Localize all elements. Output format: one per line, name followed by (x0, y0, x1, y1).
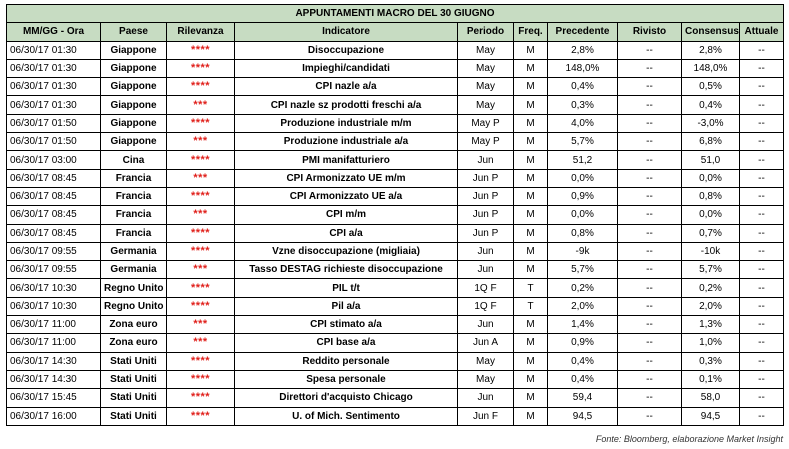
cell-relevance: **** (167, 41, 235, 59)
cell-revised: -- (618, 59, 682, 77)
cell-date: 06/30/17 16:00 (7, 407, 101, 425)
cell-indicator: CPI m/m (235, 206, 458, 224)
cell-relevance: **** (167, 242, 235, 260)
column-header-col-country: Paese (101, 23, 167, 41)
cell-revised: -- (618, 78, 682, 96)
table-title-row (7, 5, 784, 23)
cell-freq: M (514, 389, 548, 407)
cell-date: 06/30/17 08:45 (7, 169, 101, 187)
cell-consensus: 0,4% (682, 96, 740, 114)
table-body (7, 41, 784, 425)
cell-revised: -- (618, 169, 682, 187)
cell-period: Jun (458, 389, 514, 407)
cell-period: Jun (458, 242, 514, 260)
cell-date: 06/30/17 08:45 (7, 224, 101, 242)
cell-relevance: **** (167, 279, 235, 297)
cell-consensus: 0,0% (682, 206, 740, 224)
cell-previous: 2,8% (548, 41, 618, 59)
cell-period: Jun (458, 261, 514, 279)
cell-country: Francia (101, 224, 167, 242)
cell-freq: M (514, 334, 548, 352)
cell-date: 06/30/17 01:30 (7, 59, 101, 77)
cell-date: 06/30/17 10:30 (7, 279, 101, 297)
cell-country: Stati Uniti (101, 370, 167, 388)
cell-freq: M (514, 78, 548, 96)
column-header-col-previous: Precedente (548, 23, 618, 41)
cell-actual: -- (740, 96, 784, 114)
cell-relevance: *** (167, 169, 235, 187)
cell-relevance: **** (167, 78, 235, 96)
cell-consensus: 2,0% (682, 297, 740, 315)
cell-previous: 148,0% (548, 59, 618, 77)
cell-date: 06/30/17 09:55 (7, 261, 101, 279)
cell-consensus: -10k (682, 242, 740, 260)
cell-period: Jun P (458, 169, 514, 187)
cell-country: Cina (101, 151, 167, 169)
cell-consensus: 1,0% (682, 334, 740, 352)
cell-date: 06/30/17 01:30 (7, 41, 101, 59)
cell-revised: -- (618, 242, 682, 260)
cell-actual: -- (740, 242, 784, 260)
cell-freq: M (514, 407, 548, 425)
cell-indicator: CPI a/a (235, 224, 458, 242)
cell-period: May (458, 96, 514, 114)
cell-period: 1Q F (458, 297, 514, 315)
cell-date: 06/30/17 11:00 (7, 316, 101, 334)
cell-date: 06/30/17 14:30 (7, 352, 101, 370)
cell-actual: -- (740, 352, 784, 370)
cell-date: 06/30/17 01:30 (7, 96, 101, 114)
cell-relevance: *** (167, 133, 235, 151)
table-row (7, 261, 784, 279)
table-header-row (7, 23, 784, 41)
cell-relevance: **** (167, 352, 235, 370)
cell-period: May (458, 78, 514, 96)
cell-period: Jun P (458, 206, 514, 224)
cell-revised: -- (618, 224, 682, 242)
cell-country: Stati Uniti (101, 389, 167, 407)
column-header-col-period: Periodo (458, 23, 514, 41)
column-header-col-freq: Freq. (514, 23, 548, 41)
cell-actual: -- (740, 224, 784, 242)
table-row (7, 96, 784, 114)
cell-revised: -- (618, 261, 682, 279)
cell-revised: -- (618, 151, 682, 169)
cell-revised: -- (618, 41, 682, 59)
cell-consensus: 58,0 (682, 389, 740, 407)
cell-period: May (458, 370, 514, 388)
cell-date: 06/30/17 01:30 (7, 78, 101, 96)
cell-relevance: **** (167, 114, 235, 132)
cell-indicator: Impieghi/candidati (235, 59, 458, 77)
cell-consensus: 0,7% (682, 224, 740, 242)
cell-country: Giappone (101, 133, 167, 151)
cell-indicator: Spesa personale (235, 370, 458, 388)
cell-period: Jun (458, 316, 514, 334)
cell-country: Francia (101, 169, 167, 187)
cell-previous: 0,3% (548, 96, 618, 114)
cell-consensus: 0,8% (682, 187, 740, 205)
macro-table (6, 4, 784, 426)
cell-freq: M (514, 41, 548, 59)
cell-country: Germania (101, 242, 167, 260)
cell-relevance: *** (167, 334, 235, 352)
cell-period: Jun (458, 151, 514, 169)
cell-previous: 59,4 (548, 389, 618, 407)
cell-previous: 51,2 (548, 151, 618, 169)
cell-freq: M (514, 370, 548, 388)
cell-date: 06/30/17 11:00 (7, 334, 101, 352)
cell-freq: M (514, 133, 548, 151)
cell-freq: M (514, 206, 548, 224)
cell-relevance: *** (167, 96, 235, 114)
cell-consensus: 0,3% (682, 352, 740, 370)
cell-revised: -- (618, 316, 682, 334)
cell-date: 06/30/17 14:30 (7, 370, 101, 388)
cell-previous: 0,4% (548, 370, 618, 388)
cell-freq: M (514, 261, 548, 279)
cell-actual: -- (740, 279, 784, 297)
cell-relevance: **** (167, 370, 235, 388)
table-row (7, 151, 784, 169)
column-header-col-indicator: Indicatore (235, 23, 458, 41)
cell-previous: 0,0% (548, 169, 618, 187)
table-row (7, 114, 784, 132)
cell-revised: -- (618, 96, 682, 114)
cell-actual: -- (740, 169, 784, 187)
cell-date: 06/30/17 10:30 (7, 297, 101, 315)
cell-period: May (458, 352, 514, 370)
cell-actual: -- (740, 78, 784, 96)
cell-country: Giappone (101, 59, 167, 77)
cell-date: 06/30/17 01:50 (7, 133, 101, 151)
table-row (7, 133, 784, 151)
cell-freq: M (514, 316, 548, 334)
cell-consensus: 0,1% (682, 370, 740, 388)
cell-freq: M (514, 352, 548, 370)
cell-indicator: Direttori d'acquisto Chicago (235, 389, 458, 407)
cell-actual: -- (740, 334, 784, 352)
cell-freq: M (514, 59, 548, 77)
table-row (7, 279, 784, 297)
cell-country: Regno Unito (101, 297, 167, 315)
table-row (7, 389, 784, 407)
cell-actual: -- (740, 261, 784, 279)
cell-period: Jun P (458, 224, 514, 242)
cell-indicator: Produzione industriale a/a (235, 133, 458, 151)
cell-previous: -9k (548, 242, 618, 260)
cell-consensus: 0,5% (682, 78, 740, 96)
cell-indicator: CPI stimato a/a (235, 316, 458, 334)
table-row (7, 316, 784, 334)
cell-previous: 0,4% (548, 78, 618, 96)
cell-date: 06/30/17 08:45 (7, 206, 101, 224)
cell-actual: -- (740, 316, 784, 334)
table-row (7, 242, 784, 260)
cell-consensus: 0,0% (682, 169, 740, 187)
cell-actual: -- (740, 370, 784, 388)
cell-period: May P (458, 114, 514, 132)
cell-actual: -- (740, 407, 784, 425)
cell-period: May (458, 59, 514, 77)
column-header-col-relevance: Rilevanza (167, 23, 235, 41)
macro-calendar (6, 4, 783, 426)
cell-previous: 0,8% (548, 224, 618, 242)
cell-consensus: 6,8% (682, 133, 740, 151)
cell-date: 06/30/17 03:00 (7, 151, 101, 169)
table-row (7, 78, 784, 96)
cell-revised: -- (618, 352, 682, 370)
cell-relevance: *** (167, 316, 235, 334)
cell-previous: 1,4% (548, 316, 618, 334)
cell-actual: -- (740, 114, 784, 132)
cell-country: Francia (101, 206, 167, 224)
cell-period: 1Q F (458, 279, 514, 297)
cell-previous: 4,0% (548, 114, 618, 132)
column-header-col-date: MM/GG - Ora (7, 23, 101, 41)
cell-indicator: U. of Mich. Sentimento (235, 407, 458, 425)
table-row (7, 59, 784, 77)
column-header-col-actual: Attuale (740, 23, 784, 41)
cell-relevance: *** (167, 206, 235, 224)
cell-country: Germania (101, 261, 167, 279)
cell-revised: -- (618, 279, 682, 297)
cell-actual: -- (740, 187, 784, 205)
cell-revised: -- (618, 187, 682, 205)
cell-consensus: 2,8% (682, 41, 740, 59)
cell-country: Stati Uniti (101, 352, 167, 370)
cell-indicator: PIL t/t (235, 279, 458, 297)
cell-country: Giappone (101, 114, 167, 132)
table-row (7, 224, 784, 242)
cell-indicator: Pil a/a (235, 297, 458, 315)
cell-revised: -- (618, 370, 682, 388)
cell-period: May (458, 41, 514, 59)
cell-consensus: 1,3% (682, 316, 740, 334)
cell-revised: -- (618, 133, 682, 151)
table-row (7, 334, 784, 352)
cell-indicator: CPI Armonizzato UE a/a (235, 187, 458, 205)
cell-period: Jun F (458, 407, 514, 425)
cell-country: Zona euro (101, 316, 167, 334)
cell-country: Stati Uniti (101, 407, 167, 425)
cell-consensus: 94,5 (682, 407, 740, 425)
cell-previous: 5,7% (548, 133, 618, 151)
table-row (7, 352, 784, 370)
cell-freq: M (514, 151, 548, 169)
cell-consensus: 148,0% (682, 59, 740, 77)
cell-freq: M (514, 96, 548, 114)
cell-previous: 94,5 (548, 407, 618, 425)
cell-revised: -- (618, 334, 682, 352)
cell-relevance: **** (167, 297, 235, 315)
cell-country: Giappone (101, 96, 167, 114)
cell-revised: -- (618, 206, 682, 224)
cell-revised: -- (618, 407, 682, 425)
cell-freq: M (514, 242, 548, 260)
table-row (7, 169, 784, 187)
cell-country: Giappone (101, 78, 167, 96)
cell-actual: -- (740, 206, 784, 224)
cell-period: Jun A (458, 334, 514, 352)
cell-country: Giappone (101, 41, 167, 59)
cell-freq: M (514, 224, 548, 242)
cell-indicator: Vzne disoccupazione (migliaia) (235, 242, 458, 260)
cell-country: Francia (101, 187, 167, 205)
cell-indicator: Reddito personale (235, 352, 458, 370)
cell-date: 06/30/17 08:45 (7, 187, 101, 205)
cell-revised: -- (618, 297, 682, 315)
cell-period: May P (458, 133, 514, 151)
cell-freq: M (514, 169, 548, 187)
column-header-col-consensus: Consensus (682, 23, 740, 41)
cell-previous: 2,0% (548, 297, 618, 315)
cell-indicator: PMI manifatturiero (235, 151, 458, 169)
cell-freq: M (514, 187, 548, 205)
cell-indicator: Disoccupazione (235, 41, 458, 59)
cell-date: 06/30/17 09:55 (7, 242, 101, 260)
cell-period: Jun P (458, 187, 514, 205)
cell-revised: -- (618, 114, 682, 132)
table-row (7, 41, 784, 59)
table-row (7, 187, 784, 205)
cell-actual: -- (740, 133, 784, 151)
cell-relevance: **** (167, 59, 235, 77)
cell-date: 06/30/17 15:45 (7, 389, 101, 407)
cell-consensus: -3,0% (682, 114, 740, 132)
source-note: Fonte: Bloomberg, elaborazione Market Insight (595, 434, 783, 444)
table-row (7, 297, 784, 315)
cell-indicator: CPI nazle sz prodotti freschi a/a (235, 96, 458, 114)
cell-consensus: 51,0 (682, 151, 740, 169)
cell-indicator: CPI Armonizzato UE m/m (235, 169, 458, 187)
cell-relevance: **** (167, 407, 235, 425)
cell-actual: -- (740, 41, 784, 59)
table-row (7, 370, 784, 388)
cell-date: 06/30/17 01:50 (7, 114, 101, 132)
cell-relevance: **** (167, 389, 235, 407)
table-title: APPUNTAMENTI MACRO DEL 30 GIUGNO (7, 5, 784, 23)
cell-indicator: Produzione industriale m/m (235, 114, 458, 132)
cell-indicator: Tasso DESTAG richieste disoccupazione (235, 261, 458, 279)
table-row (7, 407, 784, 425)
cell-previous: 0,9% (548, 334, 618, 352)
cell-actual: -- (740, 297, 784, 315)
cell-revised: -- (618, 389, 682, 407)
cell-consensus: 0,2% (682, 279, 740, 297)
cell-indicator: CPI base a/a (235, 334, 458, 352)
cell-relevance: **** (167, 151, 235, 169)
cell-freq: T (514, 297, 548, 315)
cell-relevance: **** (167, 187, 235, 205)
cell-relevance: **** (167, 224, 235, 242)
cell-previous: 5,7% (548, 261, 618, 279)
cell-indicator: CPI nazle a/a (235, 78, 458, 96)
cell-previous: 0,4% (548, 352, 618, 370)
cell-previous: 0,9% (548, 187, 618, 205)
cell-country: Zona euro (101, 334, 167, 352)
table-row (7, 206, 784, 224)
cell-actual: -- (740, 59, 784, 77)
cell-country: Regno Unito (101, 279, 167, 297)
column-header-col-revised: Rivisto (618, 23, 682, 41)
cell-previous: 0,0% (548, 206, 618, 224)
cell-relevance: *** (167, 261, 235, 279)
cell-freq: T (514, 279, 548, 297)
cell-actual: -- (740, 151, 784, 169)
cell-freq: M (514, 114, 548, 132)
cell-previous: 0,2% (548, 279, 618, 297)
cell-actual: -- (740, 389, 784, 407)
cell-consensus: 5,7% (682, 261, 740, 279)
